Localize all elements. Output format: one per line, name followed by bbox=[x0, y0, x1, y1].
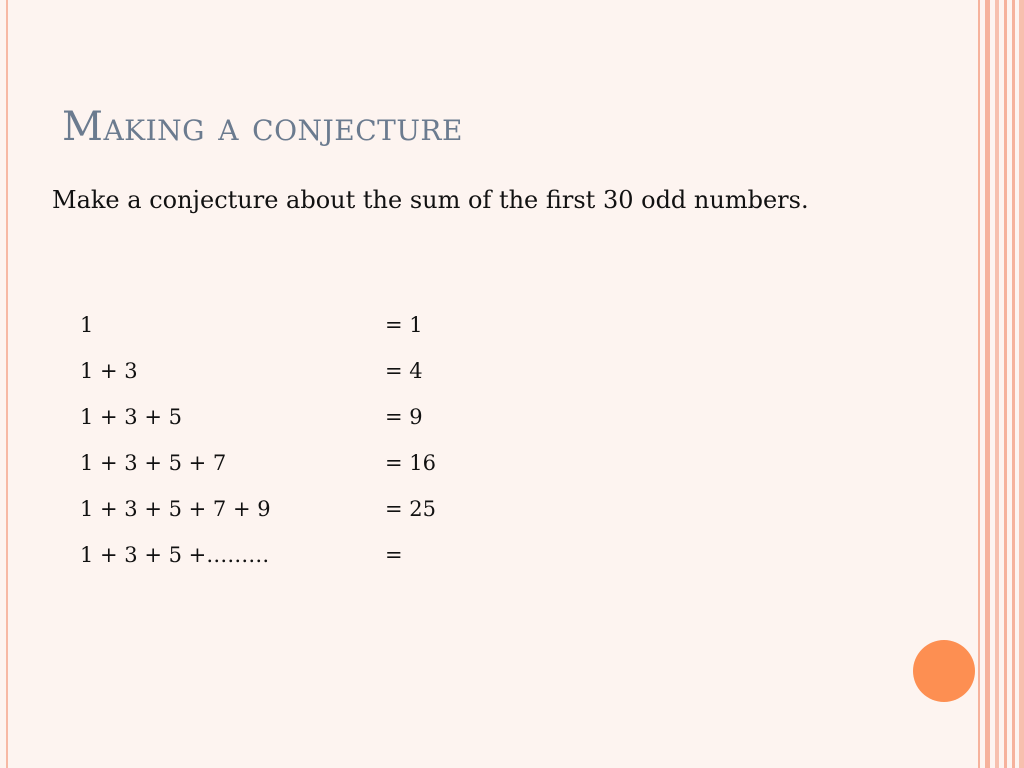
orange-circle-decoration bbox=[913, 640, 975, 702]
decorative-stripe bbox=[978, 0, 980, 768]
sum-result: = 1 bbox=[385, 313, 423, 337]
sum-expression: 1 + 3 bbox=[80, 359, 138, 383]
decorative-stripe bbox=[1012, 0, 1015, 768]
decorative-stripe bbox=[1019, 0, 1024, 768]
conjecture-prompt: Make a conjecture about the sum of the first 30 odd numbers. bbox=[52, 186, 809, 214]
decorative-stripe bbox=[1004, 0, 1007, 768]
sum-result: = 9 bbox=[385, 405, 423, 429]
decorative-stripe bbox=[995, 0, 999, 768]
sum-result: = bbox=[385, 543, 403, 567]
sum-result: = 4 bbox=[385, 359, 423, 383]
sum-expression: 1 + 3 + 5 + 7 + 9 bbox=[80, 497, 271, 521]
sum-expression: 1 bbox=[80, 313, 94, 337]
sum-expression: 1 + 3 + 5 bbox=[80, 405, 182, 429]
sum-expression: 1 + 3 + 5 + 7 bbox=[80, 451, 227, 475]
sum-result: = 25 bbox=[385, 497, 436, 521]
left-border-rule bbox=[6, 0, 8, 768]
sum-result: = 16 bbox=[385, 451, 436, 475]
slide-title: Making a conjecture bbox=[62, 104, 463, 150]
sum-expression: 1 + 3 + 5 +……… bbox=[80, 543, 270, 567]
decorative-stripe bbox=[985, 0, 990, 768]
